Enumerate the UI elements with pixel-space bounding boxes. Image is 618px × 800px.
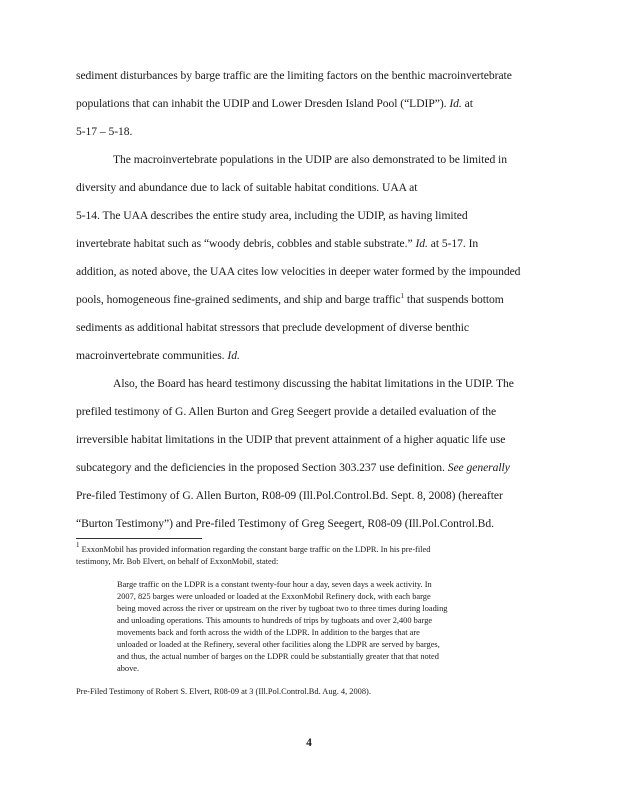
block-quote-line: 2007, 825 barges were unloaded or loaded at the ExxonMobil Refinery dock, with each barge: [117, 592, 431, 601]
paragraph-start: Also, the Board has heard testimony discussing the habitat limitations in the UDIP. The: [113, 377, 514, 390]
block-quote-line: and thus, the actual number of barges on the LDPR could be substantially greater that that noted: [117, 652, 439, 661]
body-line: 5-14. The UAA describes the entire study area, including the UDIP, as having limited: [76, 209, 468, 222]
block-quote-line: being moved across the river or upstream on the river by tugboat two to three times during loading: [117, 604, 448, 613]
body-line: macroinvertebrate communities. Id.: [76, 349, 240, 362]
block-quote-line: and unloading operations. This amounts to hundreds of trips by tugboats and over 2,400 barge: [117, 616, 433, 625]
body-line: prefiled testimony of G. Allen Burton and Greg Seegert provide a detailed evaluation of the: [76, 405, 497, 418]
footnote-reference: 1: [400, 292, 404, 300]
case-cite-italic: Id.: [449, 97, 462, 110]
footnote-line: $^1$ ExxonMobil has provided information regarding the constant barge traffic on the LDPR. In his pre-filed: [76, 541, 431, 554]
block-quote-line: movements back and forth across the width of the LDPR. In addition to the barges that are: [117, 628, 420, 637]
block-quote-line: unloaded or loaded at the Refinery, several other facilities along the LDPR are served by barges,: [117, 640, 440, 649]
body-line: pools, homogeneous fine-grained sediments, and ship and barge traffic$^1$ that suspends bottom: [76, 292, 504, 306]
block-quote-line: Barge traffic on the LDPR is a constant twenty-four hour a day, seven days a week activity. In: [117, 580, 432, 589]
footnote-citation: Pre-Filed Testimony of Robert S. Elvert, R08-09 at 3 (Ill.Pol.Control.Bd. Aug. 4, 2008).: [76, 687, 371, 696]
body-line: invertebrate habitat such as “woody debris, cobbles and stable substrate.” Id. at 5-17. In: [76, 237, 479, 250]
block-quote-line: above.: [117, 664, 140, 673]
body-line: sediment disturbances by barge traffic are the limiting factors on the benthic macroinvertebrate: [76, 69, 512, 82]
body-line: 5-17 – 5-18.: [76, 125, 133, 138]
footnote-separator: [76, 538, 202, 539]
footnote-marker: 1: [76, 541, 80, 549]
paragraph-start: The macroinvertebrate populations in the UDIP are also demonstrated to be limited in: [113, 153, 507, 166]
case-cite-italic: Id.: [227, 349, 240, 362]
case-cite-italic: Id.: [415, 237, 428, 250]
body-line: irreversible habitat limitations in the UDIP that prevent attainment of a higher aquatic life use: [76, 433, 506, 446]
body-line: “Burton Testimony”) and Pre-filed Testimony of Greg Seegert, R08-09 (Ill.Pol.Control.Bd.: [76, 517, 494, 530]
body-line: populations that can inhabit the UDIP and Lower Dresden Island Pool (“LDIP”). Id. at: [76, 97, 473, 110]
page-number: 4: [306, 737, 312, 749]
footnote-line: testimony, Mr. Bob Elvert, on behalf of ExxonMobil, stated:: [76, 557, 279, 566]
body-line: addition, as noted above, the UAA cites low velocities in deeper water formed by the impounded: [76, 265, 521, 278]
body-line: sediments as additional habitat stressors that preclude development of diverse benthic: [76, 321, 469, 334]
body-line: Pre-filed Testimony of G. Allen Burton, R08-09 (Ill.Pol.Control.Bd. Sept. 8, 2008) (hereafter: [76, 489, 503, 502]
body-line: subcategory and the deficiencies in the proposed Section 303.237 use definition. See generally: [76, 461, 510, 474]
body-line: diversity and abundance due to lack of suitable habitat conditions. UAA at: [76, 181, 418, 194]
signal-italic: See generally: [447, 461, 510, 474]
